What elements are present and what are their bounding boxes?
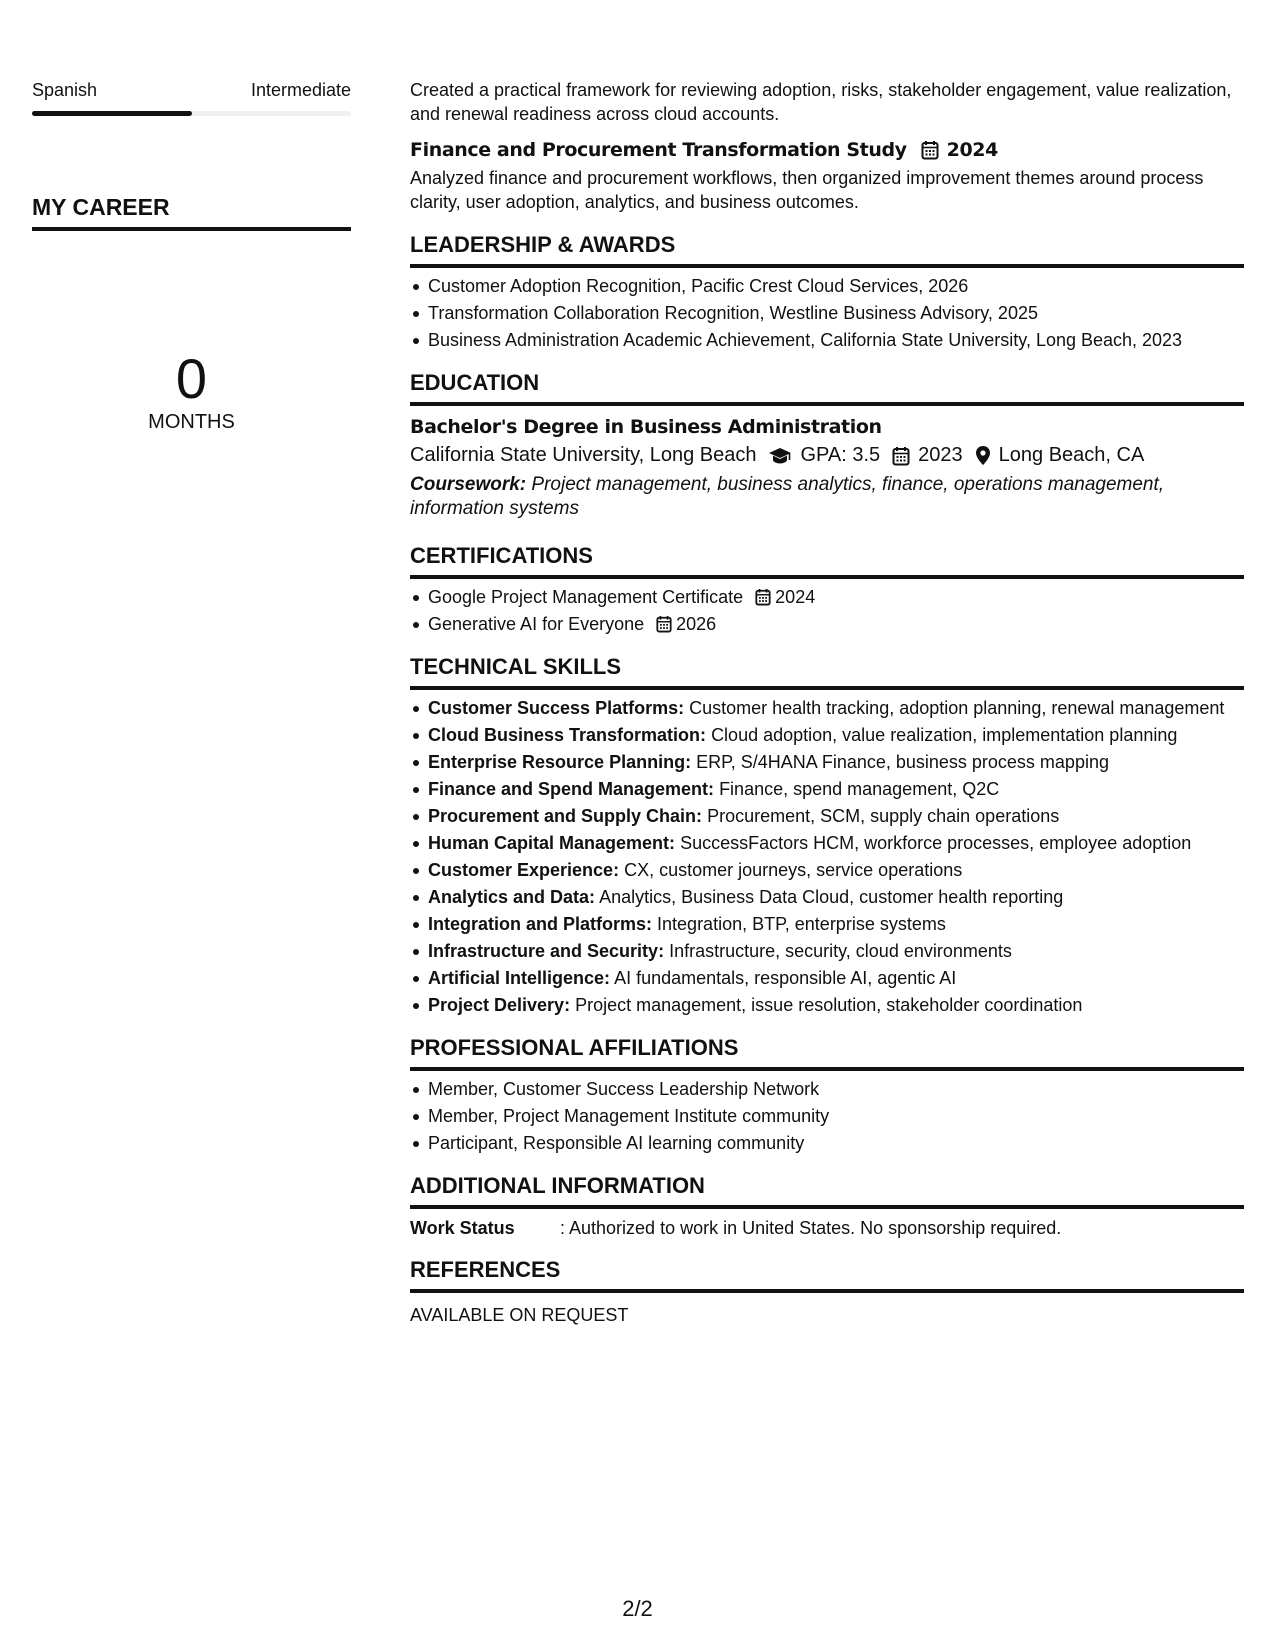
- calendar-icon: [921, 140, 939, 160]
- coursework: [410, 473, 1244, 521]
- additional-info-heading: ADDITIONAL INFORMATION: [410, 1173, 1244, 1209]
- skill-details: Infrastructure, security, cloud environments: [669, 941, 1012, 961]
- project-title-row: [410, 139, 1244, 161]
- intro-text: Created a practical framework for reviewing adoption, risks, stakeholder engagement, value realization, and renewal readiness across cloud accounts.: [410, 80, 1232, 124]
- skill-category: Integration and Platforms:: [428, 914, 653, 934]
- skill-item: [410, 750, 1244, 774]
- work-status-row: [410, 1218, 1244, 1239]
- skill-item: [410, 993, 1244, 1017]
- skill-details: Project management, issue resolution, stakeholder coordination: [575, 995, 1083, 1015]
- list-item: Customer Adoption Recognition, Pacific Crest Cloud Services, 2026: [410, 274, 1244, 298]
- calendar-icon: [892, 446, 910, 466]
- coursework-text: Project management, business analytics, finance, operations management, information systems: [410, 474, 1165, 519]
- skill-item: [410, 777, 1244, 801]
- skill-details: AI fundamentals, responsible AI, agentic AI: [614, 968, 957, 988]
- main-content: [410, 78, 1244, 1326]
- school-location: Long Beach, CA: [998, 444, 1145, 466]
- skill-item: [410, 858, 1244, 882]
- calendar-icon: [656, 615, 672, 633]
- skills-heading: TECHNICAL SKILLS: [410, 654, 1244, 690]
- language-proficiency-fill: [32, 111, 192, 116]
- skill-details: Finance, spend management, Q2C: [719, 779, 1000, 799]
- certification-name: Google Project Management Certificate: [428, 587, 744, 607]
- work-status-value: : Authorized to work in United States. No sponsorship required.: [560, 1218, 1062, 1238]
- gpa: GPA: 3.5: [800, 444, 881, 466]
- affiliations-heading: PROFESSIONAL AFFILIATIONS: [410, 1035, 1244, 1071]
- map-pin-icon: [975, 445, 991, 466]
- skill-item: [410, 885, 1244, 909]
- skill-item: [410, 723, 1244, 747]
- skill-item: [410, 804, 1244, 828]
- skill-category: Procurement and Supply Chain:: [428, 806, 703, 826]
- career-duration-value: 0: [175, 347, 208, 410]
- certification-name: Generative AI for Everyone: [428, 614, 645, 634]
- skill-details: Analytics, Business Data Cloud, customer health reporting: [599, 887, 1064, 907]
- graduation-cap-icon: [768, 447, 792, 465]
- awards-list: [410, 274, 1244, 352]
- project-title: Finance and Procurement Transformation Study: [410, 139, 907, 161]
- list-item: [410, 612, 1244, 636]
- references-heading: REFERENCES: [410, 1257, 1244, 1293]
- coursework-label: Coursework:: [410, 474, 527, 495]
- work-status-label: Work Status: [410, 1218, 515, 1238]
- list-item: [410, 585, 1244, 609]
- career-heading: MY CAREER: [32, 194, 351, 231]
- skills-list: [410, 696, 1244, 1017]
- skill-details: CX, customer journeys, service operations: [624, 860, 963, 880]
- calendar-icon: [755, 588, 771, 606]
- language-name: Spanish: [32, 80, 98, 100]
- skill-category: Project Delivery:: [428, 995, 571, 1015]
- list-item: Member, Project Management Institute community: [410, 1104, 1244, 1128]
- skill-details: Integration, BTP, enterprise systems: [657, 914, 946, 934]
- skill-details: SuccessFactors HCM, workforce processes, employee adoption: [680, 833, 1192, 853]
- skill-category: Customer Success Platforms:: [428, 698, 685, 718]
- degree-title: Bachelor's Degree in Business Administration: [410, 416, 882, 438]
- skill-category: Infrastructure and Security:: [428, 941, 665, 961]
- skill-category: Customer Experience:: [428, 860, 620, 880]
- education-meta: [410, 444, 1244, 467]
- career-duration: [32, 349, 351, 434]
- skill-details: ERP, S/4HANA Finance, business process mapping: [696, 752, 1109, 772]
- skill-category: Enterprise Resource Planning:: [428, 752, 692, 772]
- skill-item: [410, 831, 1244, 855]
- affiliations-list: [410, 1077, 1244, 1155]
- skill-category: Artificial Intelligence:: [428, 968, 611, 988]
- skill-category: Analytics and Data:: [428, 887, 596, 907]
- skill-category: Human Capital Management:: [428, 833, 676, 853]
- project-year: 2024: [946, 139, 998, 161]
- list-item: Business Administration Academic Achievement, California State University, Long Beach, 2023: [410, 328, 1244, 352]
- skill-item: [410, 696, 1244, 720]
- skill-item: [410, 912, 1244, 936]
- skill-details: Procurement, SCM, supply chain operations: [707, 806, 1060, 826]
- certifications-heading: CERTIFICATIONS: [410, 543, 1244, 579]
- certification-year: 2026: [676, 614, 717, 634]
- certifications-list: [410, 585, 1244, 636]
- language-proficiency-bar: [32, 111, 351, 116]
- skill-item: [410, 939, 1244, 963]
- awards-heading: LEADERSHIP & AWARDS: [410, 232, 1244, 268]
- language-level: Intermediate: [250, 80, 351, 100]
- school-name: California State University, Long Beach: [410, 444, 757, 466]
- skill-details: Cloud adoption, value realization, implementation planning: [711, 725, 1178, 745]
- career-duration-unit: MONTHS: [148, 411, 235, 433]
- page-number: 2/2: [622, 1596, 653, 1621]
- graduation-year: 2023: [918, 444, 963, 466]
- skill-item: [410, 966, 1244, 990]
- certification-year: 2024: [775, 587, 816, 607]
- project-description: Analyzed finance and procurement workflows, then organized improvement themes around process clarity, user adoption, analytics, and business outcomes.: [410, 168, 1204, 212]
- references-text: AVAILABLE ON REQUEST: [410, 1305, 629, 1325]
- language-row: [32, 80, 351, 101]
- list-item: Member, Customer Success Leadership Network: [410, 1077, 1244, 1101]
- education-heading: EDUCATION: [410, 370, 1244, 406]
- list-item: Participant, Responsible AI learning community: [410, 1131, 1244, 1155]
- sidebar: [32, 80, 351, 434]
- list-item: Transformation Collaboration Recognition, Westline Business Advisory, 2025: [410, 301, 1244, 325]
- skill-details: Customer health tracking, adoption planning, renewal management: [689, 698, 1225, 718]
- skill-category: Finance and Spend Management:: [428, 779, 715, 799]
- skill-category: Cloud Business Transformation:: [428, 725, 707, 745]
